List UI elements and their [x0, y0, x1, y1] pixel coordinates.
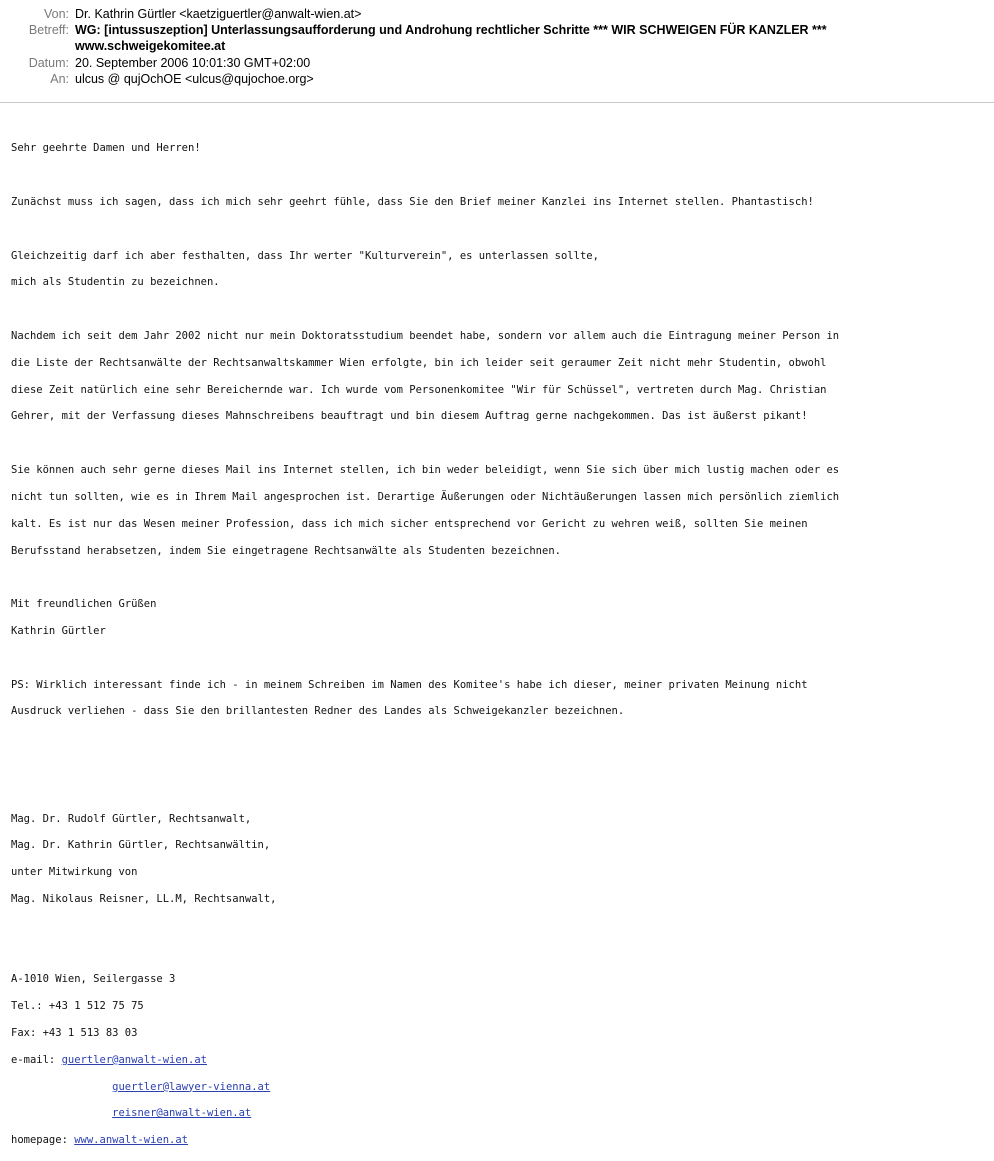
- email-line: [11, 1081, 986, 1094]
- subject-line-1: WG: [intussuszeption] Unterlassungsaufforderung und Androhung rechtlicher Schritte *** WIR SCHWEIGEN FÜR KANZLER ***: [75, 23, 827, 37]
- date-label: Datum:: [28, 56, 69, 70]
- paragraph-4-line: nicht tun sollten, wie es in Ihrem Mail angesprochen ist. Derartige Äußerungen oder Nichtäußerungen lassen mich persönlich ziemlich: [11, 490, 840, 503]
- paragraph-4-line: kalt. Es ist nur das Wesen meiner Profession, dass ich mich sicher entsprechend vor Gericht zu wehren weiß, sollten Sie meinen: [11, 517, 808, 530]
- email-indent: [62, 1081, 113, 1093]
- greeting: Sehr geehrte Damen und Herren!: [11, 142, 201, 155]
- closing-name: Kathrin Gürtler: [11, 624, 106, 637]
- signature-line: Mag. Dr. Kathrin Gürtler, Rechtsanwältin,: [11, 839, 271, 852]
- email-indent: [11, 1081, 62, 1093]
- paragraph-3-line: Nachdem ich seit dem Jahr 2002 nicht nur mein Doktoratsstudium beendet habe, sondern vor allem auch die Eintragung meiner Person in: [11, 330, 840, 343]
- address-line: A-1010 Wien, Seilergasse 3: [11, 973, 176, 986]
- homepage-line: [11, 1134, 986, 1147]
- tel-line: Tel.: +43 1 512 75 75: [11, 1000, 144, 1013]
- date-value: 20. September 2006 10:01:30 GMT+02:00: [75, 56, 311, 70]
- email-label: e-mail:: [11, 1053, 62, 1066]
- ps-line: PS: Wirklich interessant finde ich - in meinem Schreiben im Namen des Komitee's habe ich dieser, meiner privaten Meinung nicht: [11, 678, 808, 691]
- subject-line-2: www.schweigekomitee.at: [75, 39, 226, 53]
- from-label: Von:: [43, 7, 69, 21]
- from-value[interactable]: Dr. Kathrin Gürtler <kaetziguertler@anwalt-wien.at>: [75, 7, 362, 21]
- fax-line: Fax: +43 1 513 83 03: [11, 1027, 138, 1040]
- paragraph-3-line: diese Zeit natürlich eine sehr Bereichernde war. Ich wurde vom Personenkomitee "Wir für Schüssel", vertreten durch Mag. Christian: [11, 383, 827, 396]
- paragraph-1: Zunächst muss ich sagen, dass ich mich sehr geehrt fühle, dass Sie den Brief meiner Kanzlei ins Internet stellen. Phantastisch!: [11, 196, 814, 209]
- paragraph-4-line: Sie können auch sehr gerne dieses Mail ins Internet stellen, ich bin weder beleidigt, wenn Sie sich über mich lustig machen oder es: [11, 464, 840, 477]
- email-link-1[interactable]: guertler@anwalt-wien.at: [61, 1053, 207, 1066]
- email-line: [11, 1054, 986, 1067]
- subject-label: Betreff:: [28, 23, 69, 37]
- email-link-2[interactable]: guertler@lawyer-vienna.at: [112, 1080, 271, 1093]
- signature-line: Mag. Dr. Rudolf Gürtler, Rechtsanwalt,: [11, 812, 252, 825]
- to-value[interactable]: ulcus @ qujOchOE <ulcus@qujochoe.org>: [75, 72, 314, 86]
- email-indent: [62, 1107, 113, 1119]
- ps-line: Ausdruck verliehen - dass Sie den brillantesten Redner des Landes als Schweigekanzler bezeichnen.: [11, 705, 625, 718]
- paragraph-2-line: Gleichzeitig darf ich aber festhalten, dass Ihr werter "Kulturverein", es unterlassen sollte,: [11, 249, 599, 262]
- email-indent: [11, 1107, 62, 1119]
- email-link-3[interactable]: reisner@anwalt-wien.at: [112, 1107, 252, 1120]
- closing-line: Mit freundlichen Grüßen: [11, 598, 157, 611]
- email-line: [11, 1107, 986, 1120]
- paragraph-2-line: mich als Studentin zu bezeichnen.: [11, 276, 220, 289]
- homepage-label: homepage:: [11, 1134, 75, 1147]
- email-body: [11, 129, 986, 1161]
- email-header: [0, 0, 994, 100]
- header-divider: [0, 102, 994, 103]
- homepage-link[interactable]: www.anwalt-wien.at: [74, 1134, 189, 1147]
- to-label: An:: [50, 72, 69, 86]
- paragraph-4-line: Berufsstand herabsetzen, indem Sie eingetragene Rechtsanwälte als Studenten bezeichnen.: [11, 544, 561, 557]
- signature-line: unter Mitwirkung von: [11, 866, 138, 879]
- paragraph-3-line: Gehrer, mit der Verfassung dieses Mahnschreibens beauftragt und bin diesem Auftrag gerne nachgekommen. Das ist äußerst pikant!: [11, 410, 808, 423]
- paragraph-3-line: die Liste der Rechtsanwälte der Rechtsanwaltskammer Wien erfolgte, bin ich leider seit geraumer Zeit nicht mehr Studentin, obwohl: [11, 356, 827, 369]
- signature-line: Mag. Nikolaus Reisner, LL.M, Rechtsanwalt,: [11, 893, 277, 906]
